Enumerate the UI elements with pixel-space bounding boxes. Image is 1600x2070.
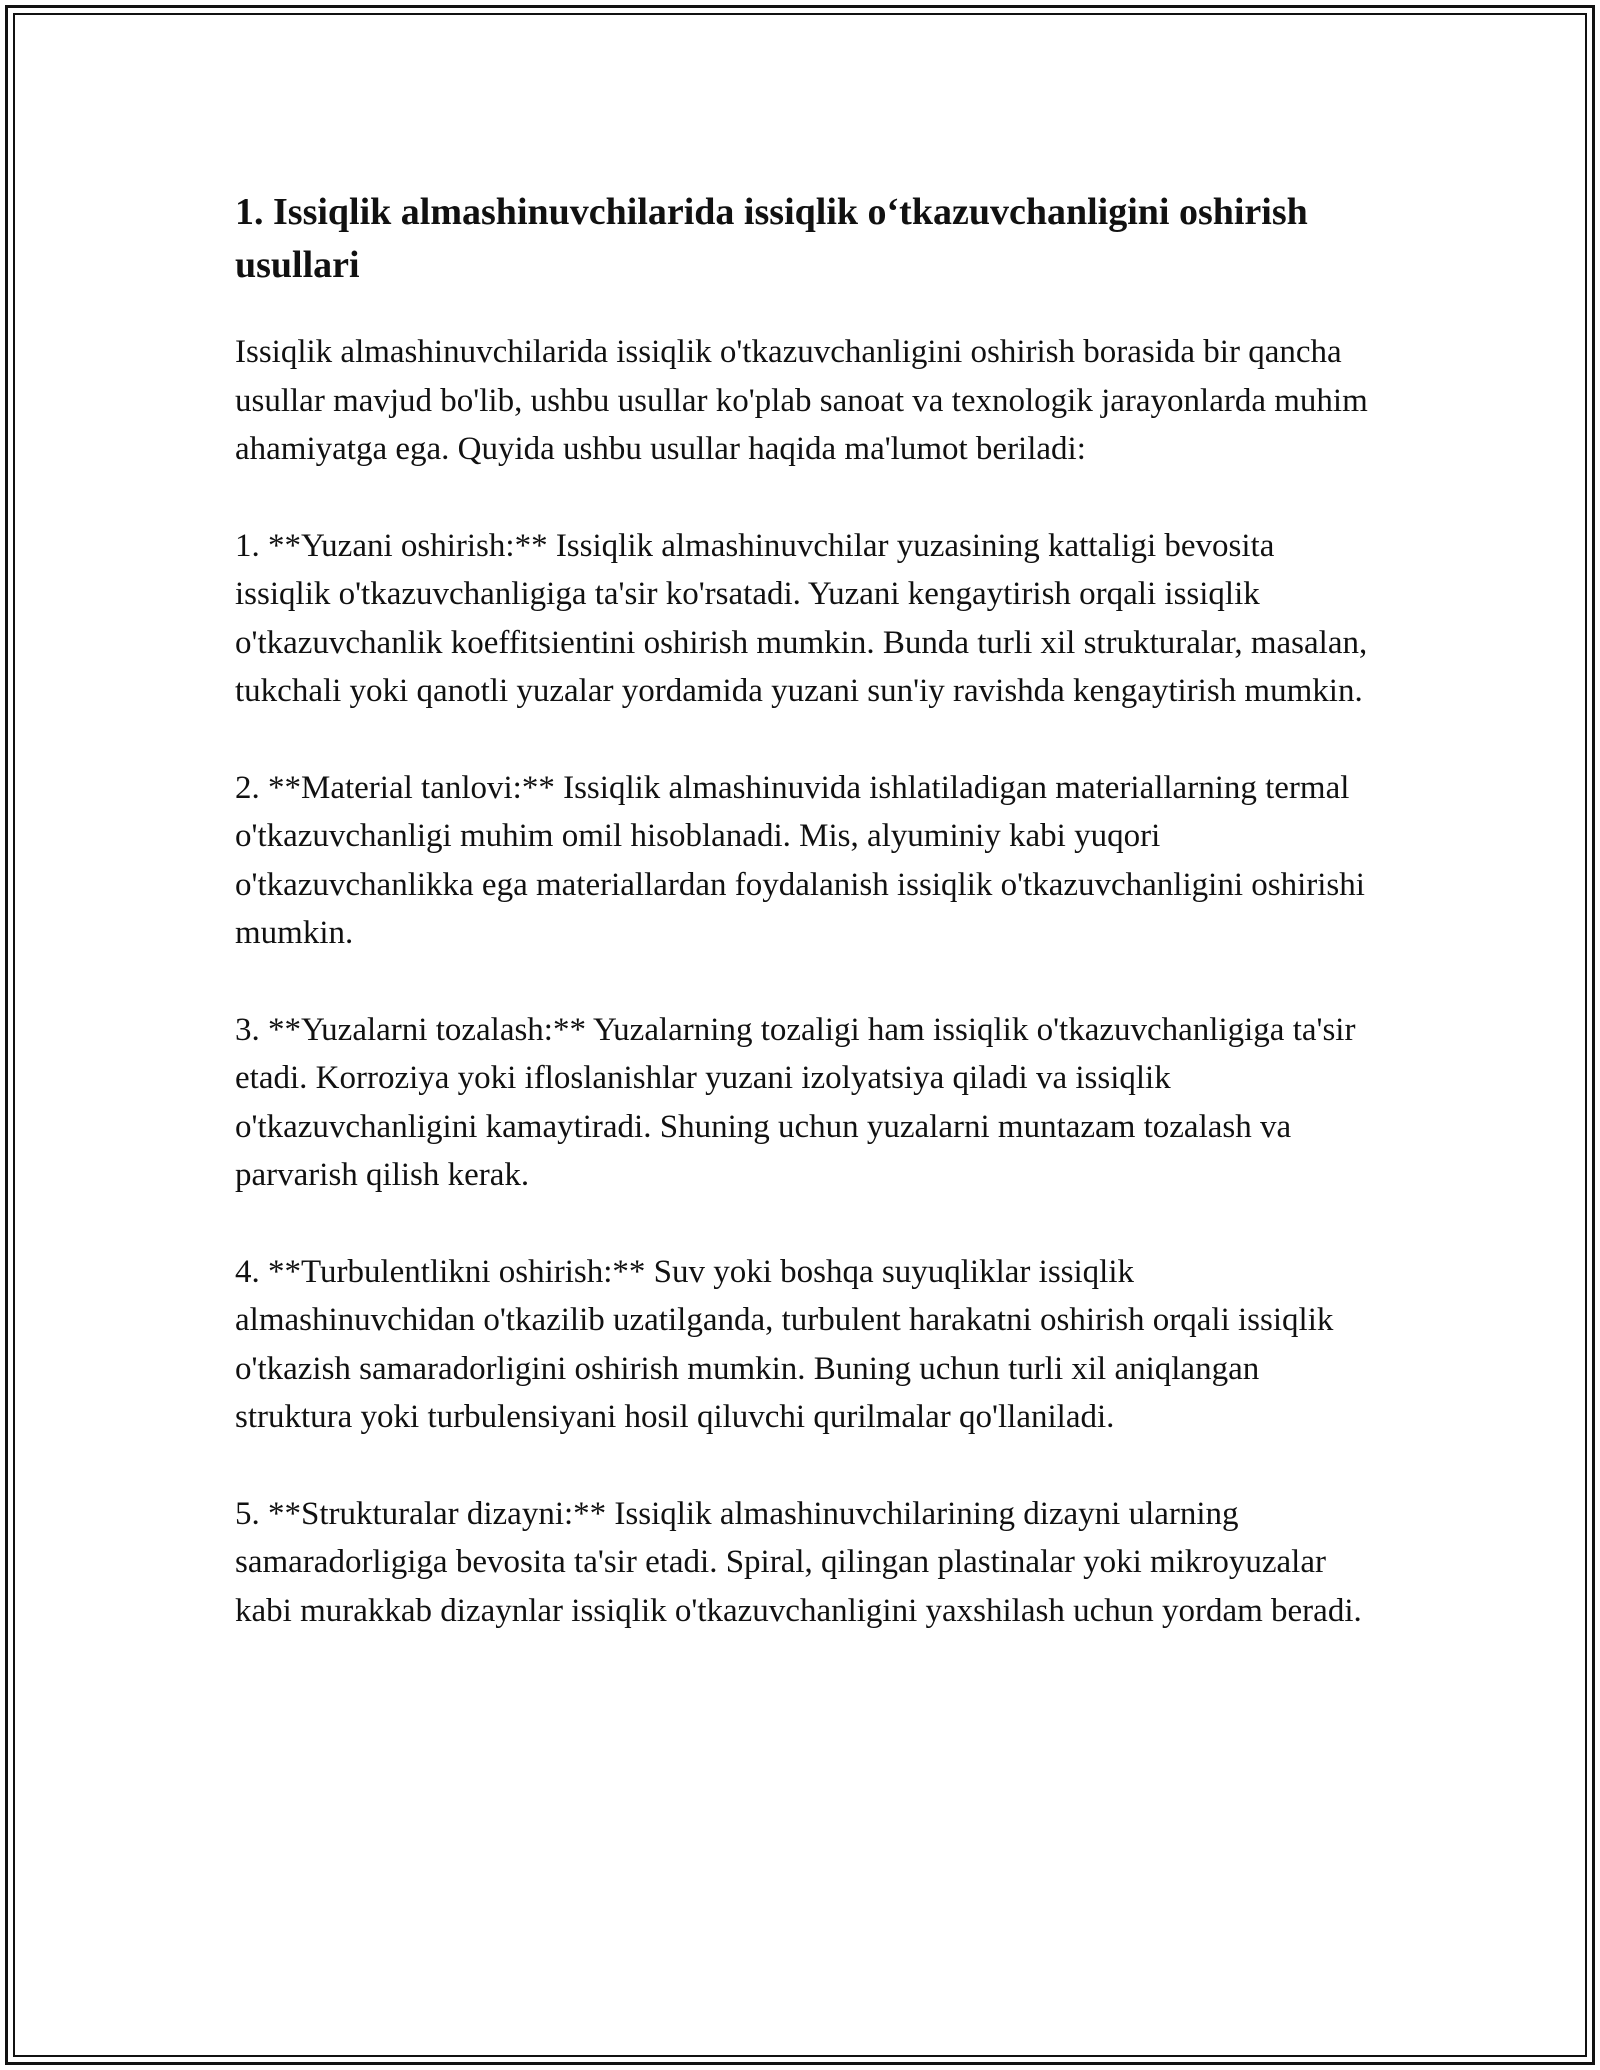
list-item-5: 5. **Strukturalar dizayni:** Issiqlik almashinuvchilarining dizayni ularning samaradorligiga bevosita ta'sir etadi. Spiral, qilingan plastinalar yoki mikroyuzalar kabi murakkab dizaynlar issiqlik o'tkazuvchanligini yaxshilash uchun yordam beradi. — [235, 1495, 1362, 1629]
list-item-3: 3. **Yuzalarni tozalash:** Yuzalarning tozaligi ham issiqlik o'tkazuvchanligiga ta'sir etadi. Korroziya yoki ifloslanishlar yuzani izolyatsiya qiladi va issiqlik o'tkazuvchanligini kamaytiradi. Shuning uchun yuzalarni muntazam tozalash va parvarish qilish kerak. — [235, 1011, 1356, 1193]
document-body — [235, 186, 1375, 1683]
intro-paragraph: Issiqlik almashinuvchilarida issiqlik o'tkazuvchanligini oshirish borasida bir qancha usullar mavjud bo'lib, ushbu usullar ko'plab sanoat va texnologik jarayonlarda muhim ahamiyatga ega. Quyida ushbu usullar haqida ma'lumot beriladi: — [235, 334, 1368, 467]
list-item-1: 1. **Yuzani oshirish:** Issiqlik almashinuvchilar yuzasining kattaligi bevosita issiqlik o'tkazuvchanligiga ta'sir ko'rsatadi. Yuzani kengaytirish orqali issiqlik o'tkazuvchanlik koeffitsientini oshirish mumkin. Bunda turli xil strukturalar, masalan, tukchali yoki qanotli yuzalar yordamida yuzani sun'iy ravishda kengaytirish mumkin. — [235, 527, 1368, 709]
list-item-2: 2. **Material tanlovi:** Issiqlik almashinuvida ishlatiladigan materiallarning termal o'tkazuvchanligi muhim omil hisoblanadi. Mis, alyuminiy kabi yuqori o'tkazuvchanlikka ega materiallardan foydalanish issiqlik o'tkazuvchanligini oshirishi mumkin. — [235, 769, 1365, 951]
document-title: 1. Issiqlik almashinuvchilarida issiqlik o‘tkazuvchanligini oshirish usullari — [235, 191, 1308, 286]
list-item-4: 4. **Turbulentlikni oshirish:** Suv yoki boshqa suyuqliklar issiqlik almashinuvchidan o'tkazilib uzatilganda, turbulent harakatni oshirish orqali issiqlik o'tkazish samaradorligini oshirish mumkin. Buning uchun turli xil aniqlangan struktura yoki turbulensiyani hosil qiluvchi qurilmalar qo'llaniladi. — [235, 1253, 1334, 1435]
